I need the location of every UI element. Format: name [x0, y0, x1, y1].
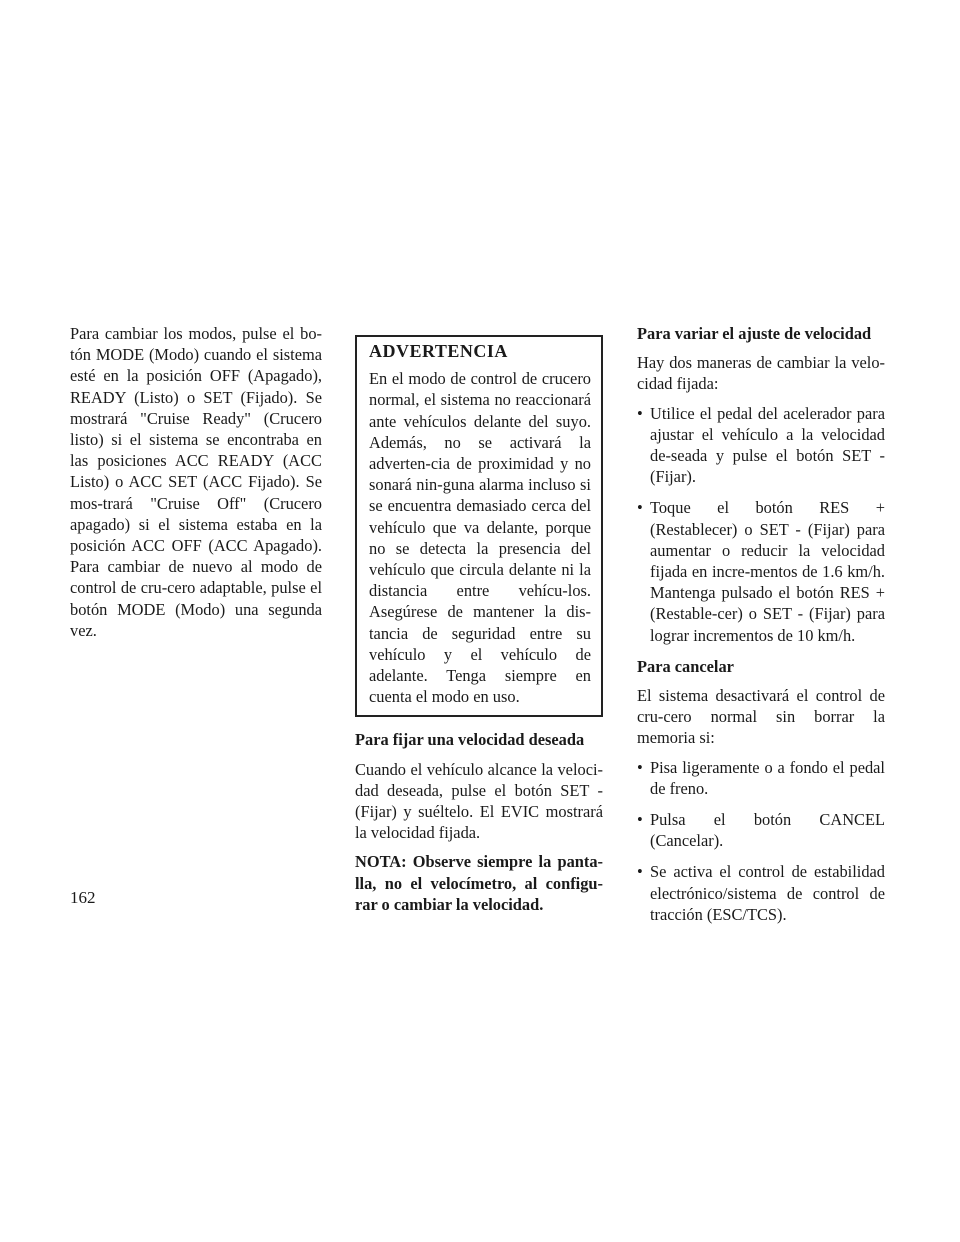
vary-speed-list	[637, 403, 885, 646]
warning-box	[355, 335, 603, 717]
warning-text: En el modo de control de crucero normal, el sistema no reaccionará ante vehículos delante del suyo. Además, no se activará la adverten-cia de proximidad y no sonará nin-guna alarma incluso si se encuentra demasiado cerca del vehículo que va delante, porque no se detecta la presencia del vehículo que circula delante ni la distancia entre vehícu-los. Asegúrese de mantener la dis-tancia de seguridad entre su vehículo y el vehículo de adelante. Tenga siempre en cuenta el modo en uso.	[369, 369, 591, 707]
list-item: • Pulsa el botón CANCEL (Cancelar).	[637, 810, 885, 851]
bullet-icon: •	[637, 810, 643, 830]
column-middle	[355, 329, 603, 923]
bullet-icon: •	[637, 403, 643, 423]
cancel-heading: Para cancelar	[637, 656, 734, 676]
bullet-icon: •	[637, 757, 643, 777]
list-item: • Se activa el control de estabilidad electrónico/sistema de control de tracción (ESC/TCS).	[637, 862, 885, 924]
list-item: • Pisa ligeramente o a fondo el pedal de freno.	[637, 757, 885, 798]
set-speed-heading: Para fijar una velocidad deseada	[355, 730, 585, 750]
list-item: • Toque el botón RES + (Restablecer) o SET - (Fijar) para aumentar o reducir la velocidad fijada en incre-mentos de 1.6 km/h. Mantenga pulsado el botón RES + (Restable-cer) o SET - (Fijar) para lograr incrementos de 10 km/h.	[637, 498, 885, 645]
cancel-intro: El sistema desactivará el control de cru-cero normal sin borrar la memoria si:	[637, 686, 885, 748]
vary-speed-intro: Hay dos maneras de cambiar la velo-cidad fijada:	[637, 353, 885, 394]
cancel-list	[637, 757, 885, 925]
list-item: • Utilice el pedal del acelerador para ajustar el vehículo a la velocidad de-seada y pulse el botón SET - (Fijar).	[637, 403, 885, 487]
column-left	[70, 323, 322, 649]
bullet-icon: •	[637, 862, 643, 882]
warning-title: ADVERTENCIA	[369, 341, 508, 361]
set-speed-paragraph: Cuando el vehículo alcance la veloci-dad deseada, pulse el botón SET - (Fijar) y suéltelo. El EVIC mostrará la velocidad fijada.	[355, 759, 603, 843]
bullet-icon: •	[637, 498, 643, 518]
vary-speed-heading: Para variar el ajuste de velocidad	[637, 324, 872, 343]
page-number: 162	[70, 888, 96, 907]
column-right	[637, 323, 885, 935]
mode-change-paragraph: Para cambiar los modos, pulse el bo-tón MODE (Modo) cuando el sistema esté en la posición OFF (Apagado), READY (Listo) o SET (Fijado). Se mostrará "Cruise Ready" (Crucero listo) si el sistema se encontraba en las posiciones ACC READY (ACC Listo) o ACC SET (ACC Fijado). Se mos-trará "Cruise Off" (Crucero apagado) si el sistema estaba en la posición ACC OFF (ACC Apagado). Para cambiar de nuevo al modo de control de cru-cero adaptable, pulse el botón MODE (Modo) una segunda vez.	[70, 324, 322, 640]
note-paragraph: NOTA: Observe siempre la panta-lla, no el velocímetro, al configu-rar o cambiar la velocidad.	[355, 852, 603, 914]
